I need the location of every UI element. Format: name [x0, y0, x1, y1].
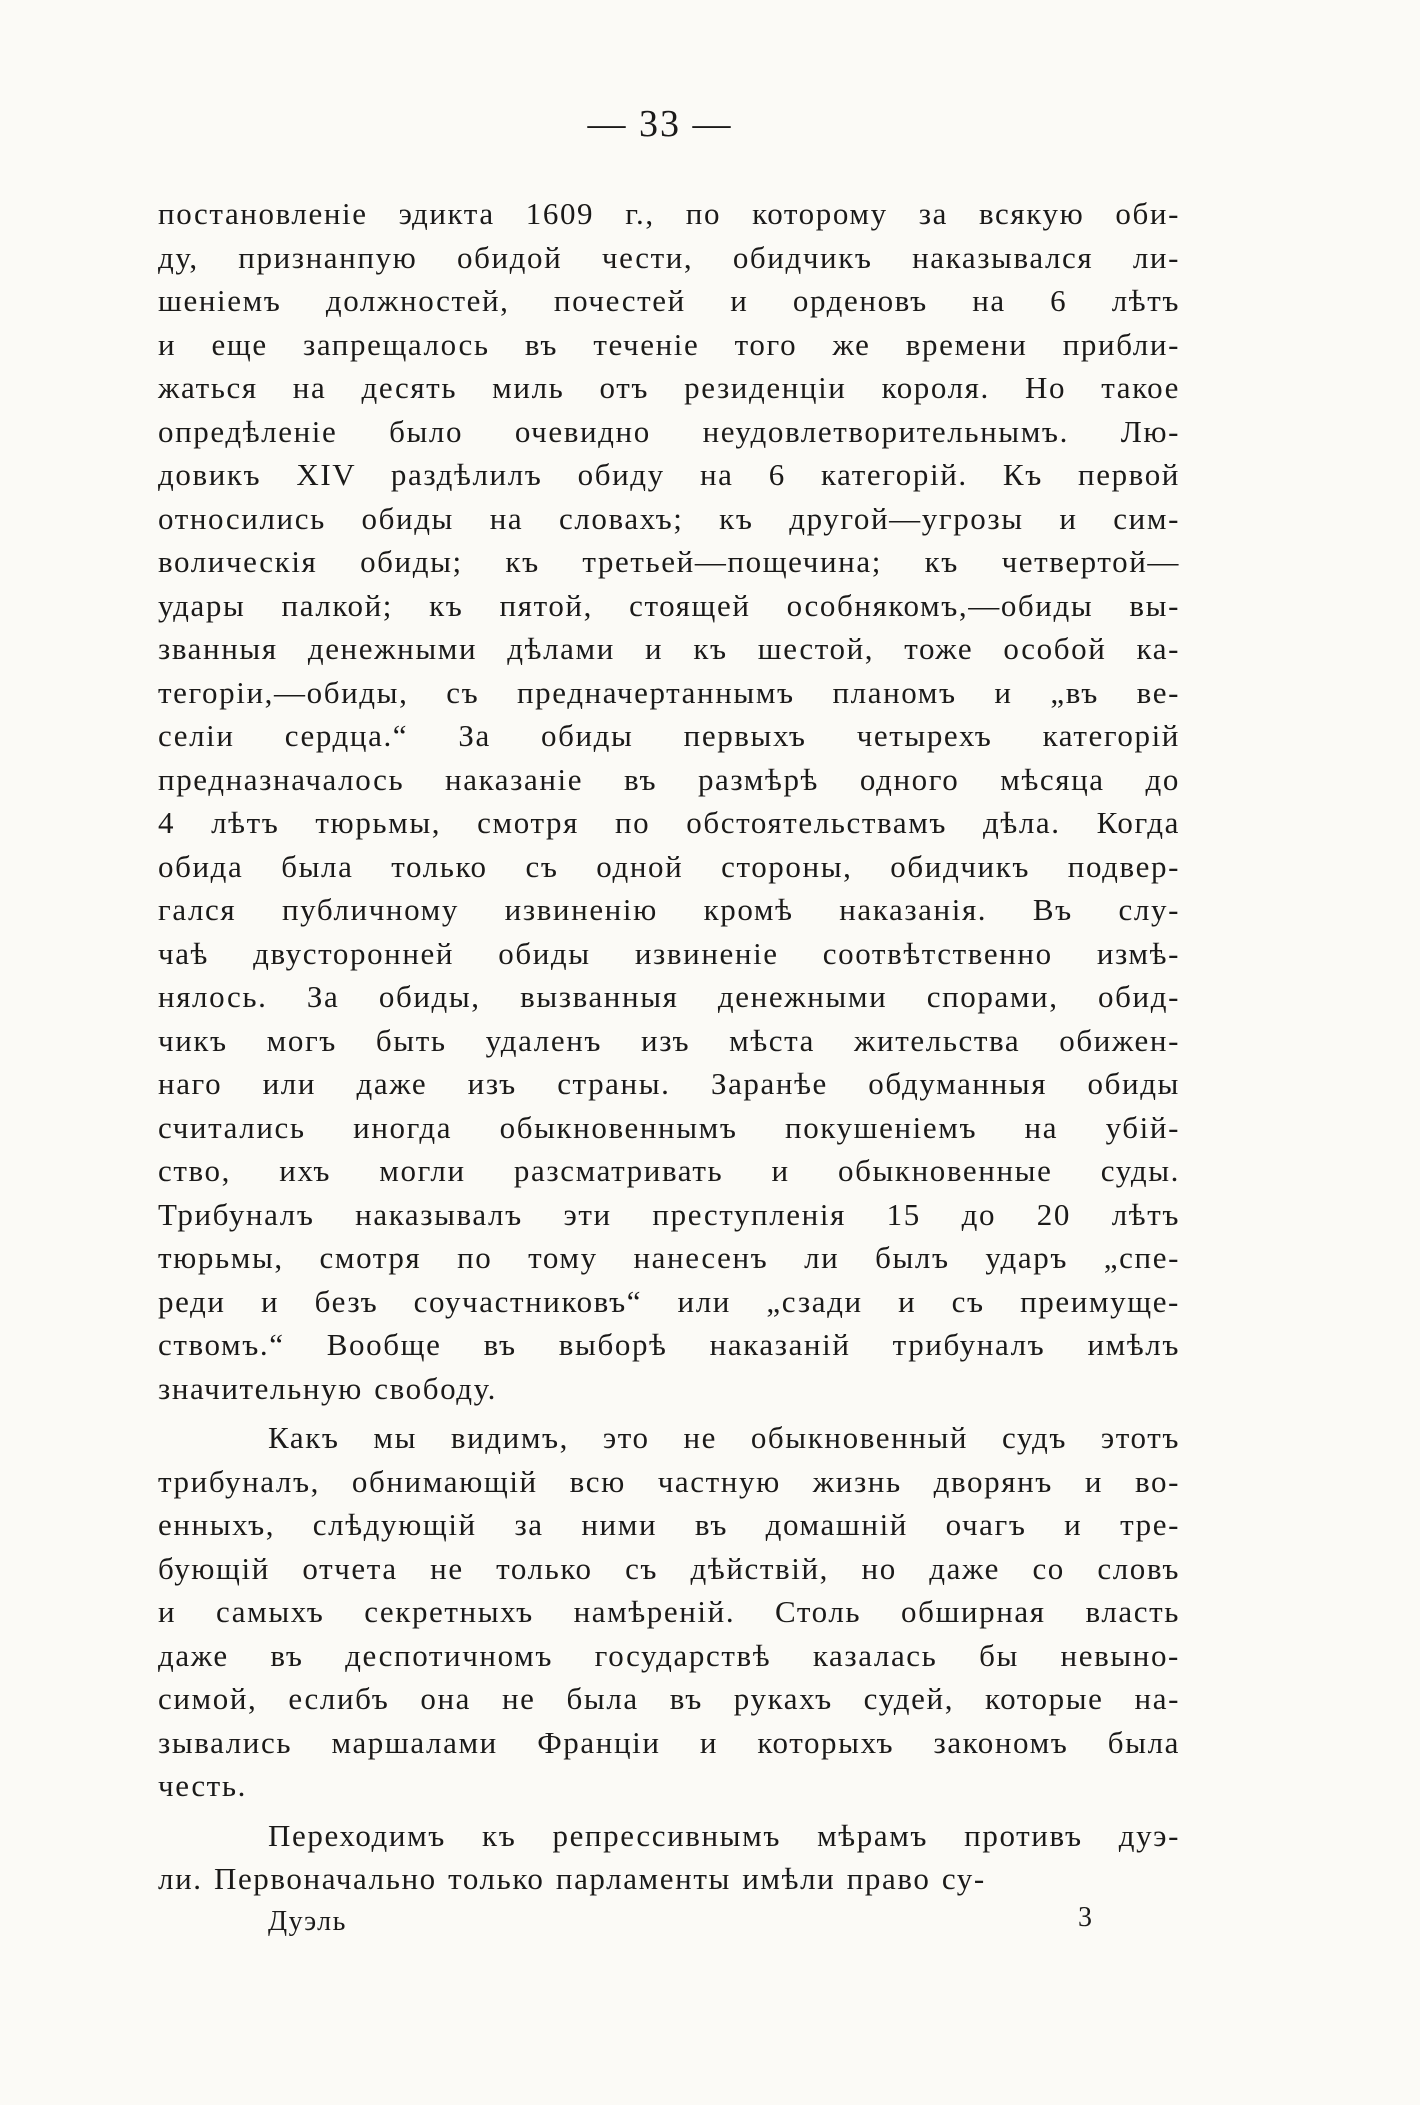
- text-line: честь.: [158, 1768, 247, 1803]
- text-line: постановленіе эдикта 1609 г., по которому за всякую оби-: [158, 196, 1180, 231]
- text-line: жаться на десять миль отъ резиденціи короля. Но такое: [158, 370, 1180, 405]
- text-line: бующій отчета не только съ дѣйствій, но даже со словъ: [158, 1550, 1180, 1586]
- text-line: и еще запрещалось въ теченіе того же времени прибли-: [158, 326, 1180, 362]
- text-line: ство, ихъ могли разсматривать и обыкновенные суды.: [158, 1153, 1180, 1188]
- text-line: тюрьмы, смотря по тому нанесенъ ли былъ ударъ „спе-: [158, 1240, 1180, 1275]
- text-line: чикъ могъ быть удаленъ изъ мѣста жительства обижен-: [158, 1022, 1180, 1058]
- text-line: зывались маршалами Франціи и которыхъ закономъ была: [158, 1724, 1180, 1760]
- text-line: удары палкой; къ пятой, стоящей особнякомъ,—обиды вы-: [158, 587, 1180, 623]
- text-line: ду, признанпую обидой чести, обидчикъ наказывался ли-: [158, 239, 1180, 275]
- text-line: трибуналъ, обнимающій всю частную жизнь дворянъ и во-: [158, 1463, 1180, 1499]
- text-line: значительную свободу.: [158, 1370, 498, 1406]
- text-line: гался публичному извиненію кромѣ наказанія. Въ слу-: [158, 892, 1180, 927]
- text-line: ствомъ.“ Вообще въ выборѣ наказаній трибуналъ имѣлъ: [158, 1327, 1180, 1362]
- running-head-page-number: — 33 —: [587, 103, 733, 145]
- body-text: [158, 192, 1180, 1901]
- text-line: и самыхъ секретныхъ намѣреній. Столь обширная власть: [158, 1594, 1180, 1629]
- text-line: считались иногда обыкновеннымъ покушеніемъ на убій-: [158, 1109, 1180, 1145]
- text-line: Трибуналъ наказывалъ эти преступленія 15 до 20 лѣтъ: [158, 1196, 1180, 1232]
- text-line: симой, еслибъ она не была въ рукахъ судей, которые на-: [158, 1681, 1180, 1716]
- text-line: волическія обиды; къ третьей—пощечина; къ четвертой—: [158, 544, 1180, 579]
- text-line: тегоріи,—обиды, съ предначертаннымъ планомъ и „въ ве-: [158, 674, 1180, 710]
- text-line: обида была только съ одной стороны, обидчикъ подвер-: [158, 848, 1180, 884]
- signature-mark: Дуэль: [268, 1906, 347, 1937]
- text-line: чаѣ двусторонней обиды извиненіе соотвѣтственно измѣ-: [158, 935, 1180, 971]
- text-line: предназначалось наказаніе въ размѣрѣ одного мѣсяца до: [158, 761, 1180, 797]
- text-line: Переходимъ къ репрессивнымъ мѣрамъ противъ дуэ-: [268, 1817, 1180, 1853]
- text-line: нялось. За обиды, вызванныя денежными спорами, обид-: [158, 979, 1180, 1014]
- text-line: опредѣленіе было очевидно неудовлетворительнымъ. Лю-: [158, 413, 1180, 449]
- text-line: даже въ деспотичномъ государствѣ казалась бы невыно-: [158, 1637, 1180, 1673]
- text-line: званныя денежными дѣлами и къ шестой, тоже особой ка-: [158, 631, 1180, 666]
- text-line: шеніемъ должностей, почестей и орденовъ на 6 лѣтъ: [158, 283, 1180, 318]
- paragraph: [158, 1814, 1180, 1901]
- text-line: енныхъ, слѣдующій за ними въ домашній очагъ и тре-: [158, 1507, 1180, 1542]
- text-line: селіи сердца.“ За обиды первыхъ четырехъ категорій: [158, 718, 1180, 753]
- text-line: довикъ XIV раздѣлилъ обиду на 6 категорій. Къ первой: [158, 457, 1180, 492]
- text-line: относились обиды на словахъ; къ другой—угрозы и сим-: [158, 500, 1180, 536]
- text-line: Какъ мы видимъ, это не обыкновенный судъ этотъ: [268, 1420, 1180, 1455]
- text-line: 4 лѣтъ тюрьмы, смотря по обстоятельствамъ дѣла. Когда: [158, 805, 1180, 840]
- text-line: реди и безъ соучастниковъ“ или „сзади и съ преимуще-: [158, 1283, 1180, 1319]
- sheet-number: 3: [1078, 1902, 1092, 1933]
- paragraph: [158, 1416, 1180, 1808]
- paragraph: [158, 192, 1180, 1410]
- text-line: ли. Первоначально только парламенты имѣли право су-: [158, 1861, 986, 1896]
- text-line: наго или даже изъ страны. Заранѣе обдуманныя обиды: [158, 1066, 1180, 1101]
